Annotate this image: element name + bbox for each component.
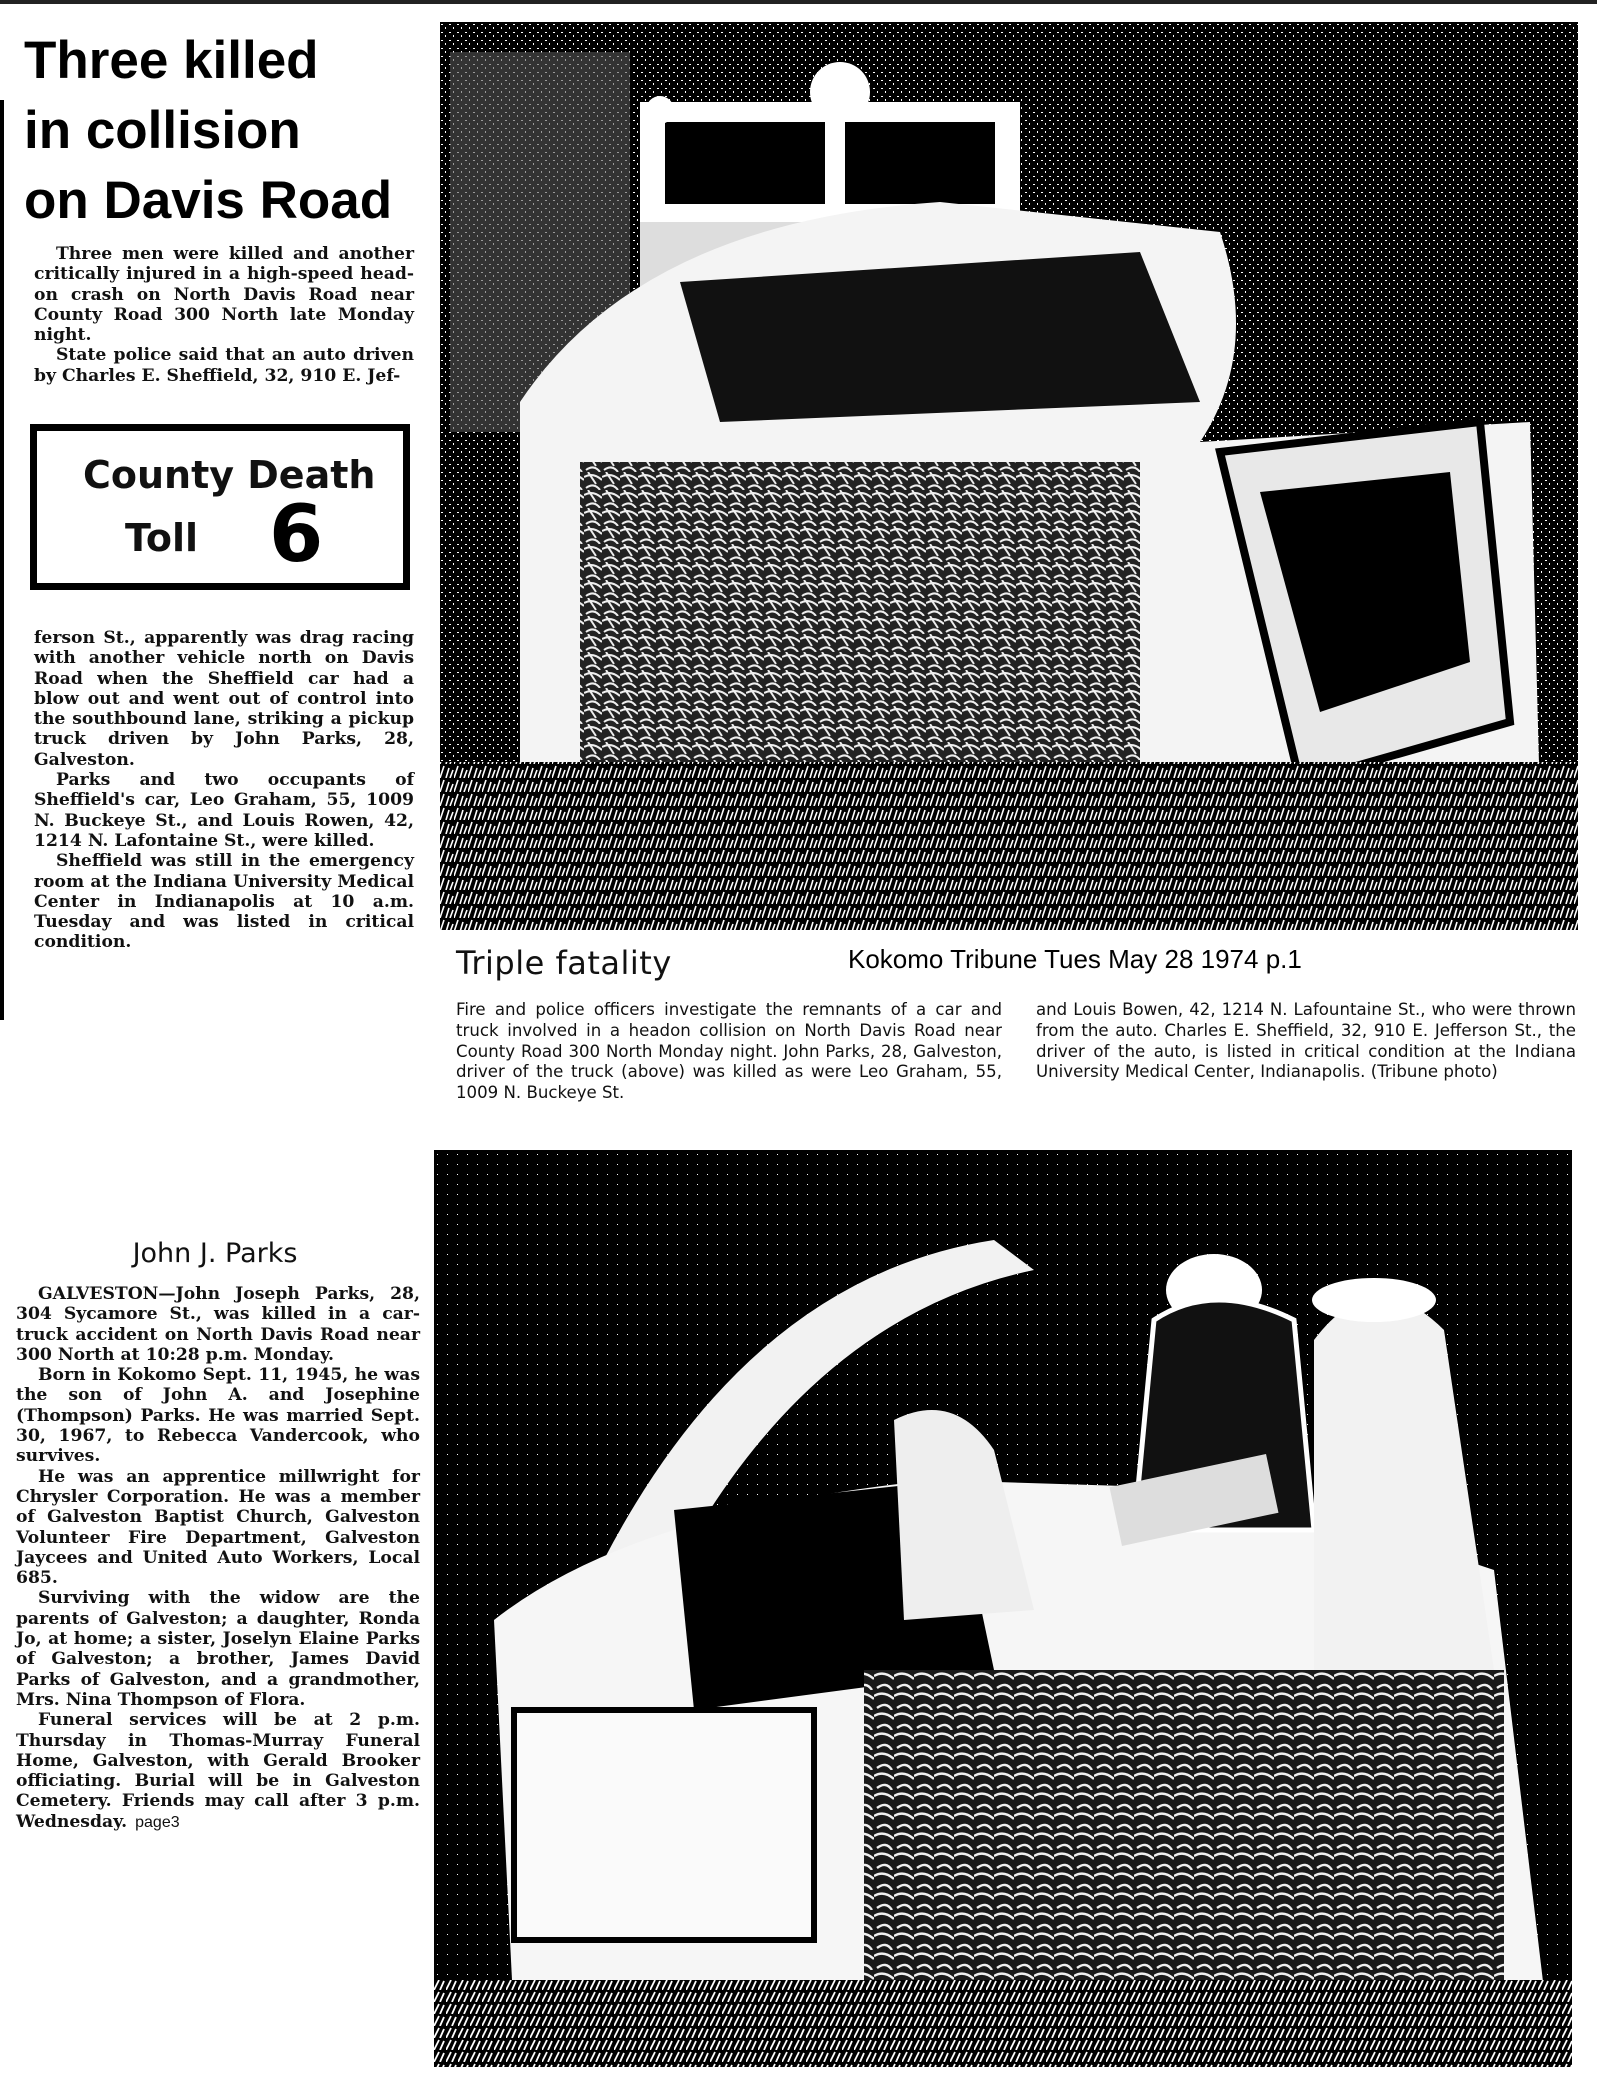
death-toll-label: Toll (125, 516, 199, 560)
crash-photo-truck-image (440, 22, 1578, 930)
photo-caption-text: and Louis Bowen, 42, 1214 N. Lafountaine St., who were thrown from the auto. Charles E. Sheffield, 32, 910 E. Jefferson St., the driver of the auto, is listed in critical condition at the Indiana University Medical Center, Indianapolis. (Tribune photo) (1036, 1000, 1576, 1082)
crash-photo-officers (434, 1150, 1572, 2067)
article-headline (24, 26, 434, 236)
obituary-paragraph-text: Funeral services will be at 2 p.m. Thursday in Thomas-Murray Funeral Home, Galveston, with Gerald Brooker officiating. Burial will be in Galveston Cemetery. Friends may call after 3 p.m. Wednesday. (16, 1710, 420, 1832)
obituary-paragraph: Surviving with the widow are the parents of Galveston; a daughter, Ronda Jo, at home; a sister, Joselyn Elaine Parks of Galveston; a brother, James David Parks of Galveston, and a grandmother, Mrs. Nina Thompson of Flora. (16, 1588, 420, 1710)
photo-caption-text: Fire and police officers investigate the remnants of a car and truck involved in a headon collision on North Davis Road near County Road 300 North Monday night. John Parks, 28, Galveston, driver of the truck (above) was killed as were Leo Graham, 55, 1009 N. Buckeye St. (456, 1000, 1002, 1103)
obituary-body (16, 1284, 420, 1833)
article-paragraph: Three men were killed and another critically injured in a high-speed head-on crash on North Davis Road near County Road 300 North late Monday night. (34, 244, 414, 346)
headline-line: in collision (24, 101, 301, 160)
death-toll-count: 6 (269, 490, 324, 580)
headline-line: Three killed (24, 31, 319, 90)
article-body-bottom (34, 628, 414, 953)
death-toll-box (30, 424, 410, 590)
obituary-title: John J. Parks (132, 1238, 298, 1269)
article-paragraph: State police said that an auto driven by Charles E. Sheffield, 32, 910 E. Jef- (34, 345, 414, 386)
crash-photo-officers-image (434, 1150, 1572, 2067)
source-citation: Kokomo Tribune Tues May 28 1974 p.1 (848, 944, 1302, 974)
top-rule (0, 0, 1597, 4)
article-paragraph: Sheffield was still in the emergency room at the Indiana University Medical Center in Indianapolis at 10 a.m. Tuesday and was listed in critical condition. (34, 851, 414, 953)
photo-caption-title: Triple fatality (456, 944, 672, 982)
death-toll-label: County Death (83, 453, 376, 497)
article-body-top (34, 244, 414, 386)
page-note: page3 (135, 1813, 180, 1831)
obituary-paragraph: Born in Kokomo Sept. 11, 1945, he was the son of John A. and Josephine (Thompson) Parks. He was married Sept. 30, 1967, to Rebecca Vandercook, who survives. (16, 1365, 420, 1467)
article-paragraph: ferson St., apparently was drag racing with another vehicle north on Davis Road when the Sheffield car had a blow out and went out of control into the southbound lane, striking a pickup truck driven by John Parks, 28, Galveston. (34, 628, 414, 770)
obituary-paragraph (16, 1710, 420, 1833)
headline-line: on Davis Road (24, 171, 393, 230)
obituary-paragraph: He was an apprentice millwright for Chrysler Corporation. He was a member of Galveston Baptist Church, Galveston Volunteer Fire Department, Galveston Jaycees and United Auto Workers, Local 685. (16, 1466, 420, 1589)
obituary-paragraph: GALVESTON—John Joseph Parks, 28, 304 Sycamore St., was killed in a car-truck accident on North Davis Road near 300 North at 10:28 p.m. Monday. (16, 1284, 420, 1365)
article-paragraph: Parks and two occupants of Sheffield's car, Leo Graham, 55, 1009 N. Buckeye St., and Louis Rowen, 42, 1214 N. Lafontaine St., were killed. (34, 770, 414, 851)
crash-photo-truck (440, 22, 1578, 930)
column-rule (0, 100, 4, 1020)
